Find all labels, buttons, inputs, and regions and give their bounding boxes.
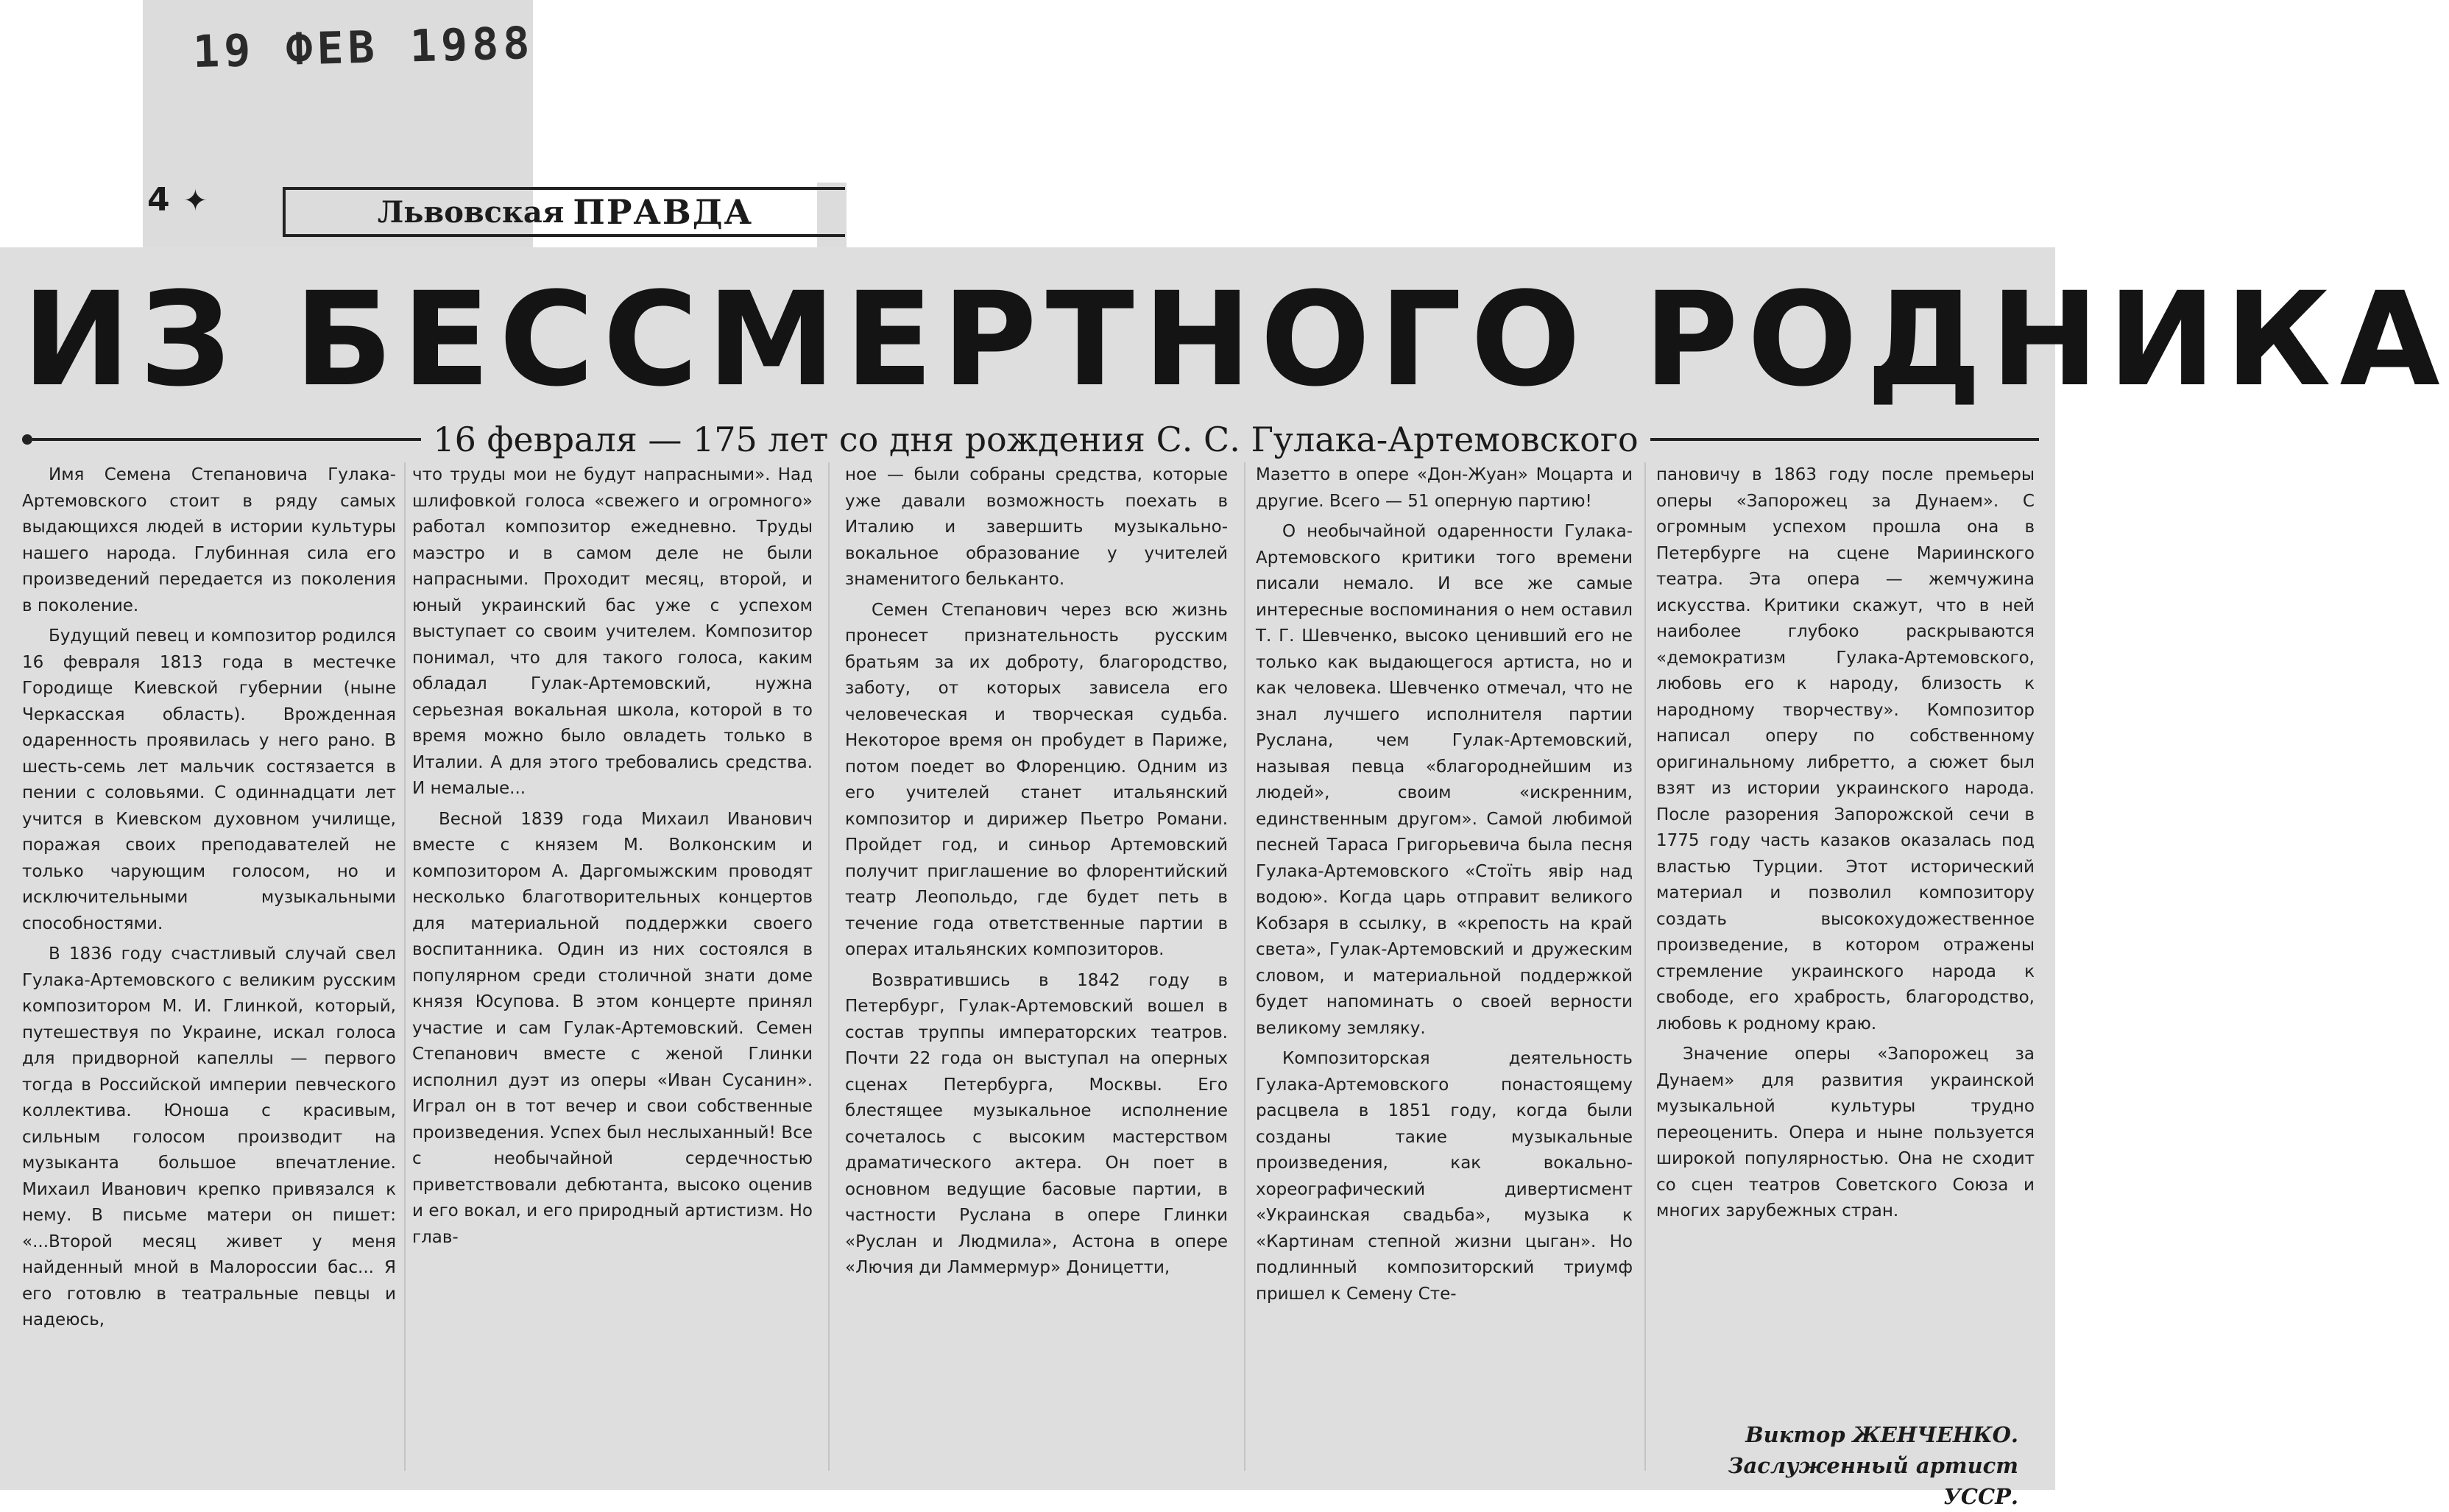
rule-right xyxy=(1650,438,2039,441)
column-divider xyxy=(404,462,406,1471)
masthead-second-word: ПРАВДА xyxy=(573,192,754,232)
paragraph: Будущий певец и композитор родился 16 февраля 1813 года в местечке Городище Киевской губернии (ныне Черкасская область). Врожденная одаренность проявилась у него рано. В шесть-семь лет мальчик состязается в пении с соловьями. С одиннадцати лет учится в Киевском духовном училище, поражая своих преподавателей не только чарующим голосом, но и исключительными музыкальными способностями. xyxy=(22,626,396,933)
page-number xyxy=(147,181,208,219)
page-number-value: 4 xyxy=(147,181,170,219)
paragraph: Композиторская деятельность Гулака-Артемовского понастоящему расцвела в 1851 году, когда были созданы такие музыкальные произведения, как вокально-хореографический дивертисмент «Украинская свадьба», музыка к «Картинам степной жизни цыган». Но подлинный композиторский триумф пришел к Семену Сте- xyxy=(1256,1049,1633,1304)
author-name: Виктор ЖЕНЧЕНКО. xyxy=(1745,1422,2018,1447)
newspaper-masthead xyxy=(283,187,845,237)
column-divider xyxy=(1644,462,1646,1471)
paragraph: О необычайной одаренности Гулака-Артемовского критики того времени писали немало. И все же самые интересные воспоминания о нем оставил Т. Г. Шевченко, высоко ценивший его не только как выдающегося артиста, но и как человека. Шевченко отмечал, что не знал лучшего исполнителя партии Руслана, чем Гулак-Артемовский, называя певца «благороднейшим из людей», своим «искренним, единственным другом». Самой любимой песней Тараса Григорьевича была песня Гулака-Артемовского «Стоїть явір над водою». Когда царь отправит великого Кобзаря в ссылку, в «крепость на край света», Гулак-Артемовский и дружеским словом, и материальной поддержкой будет напоминать о своей верности великому земляку. xyxy=(1256,522,1633,1038)
masthead-first-word: Львовская xyxy=(377,194,565,230)
column-divider xyxy=(828,462,830,1471)
paragraph: пановичу в 1863 году после премьеры оперы «Запорожец за Дунаем». С огромным успехом прошла она в Петербурге на сцене Мариинского театра. Эта опера — жемчужина искусства. Критики скажут, что в ней наиболее глубоко раскрываются «демократизм Гулака-Артемовского, любовь его к народу, близость к народному творчеству». Композитор написал оперу по собственному оригинальному либретто, а сюжет был взят из истории украинского народа. После разорения Запорожской сечи в 1775 году часть казаков оказалась под властью Турции. Этот исторический материал и позволил композитору создать высокохудожественное произведение, в котором отражены стремление украинского народа к свободе, его храбрость, благородство, любовь к родному краю. xyxy=(1656,465,2035,1034)
paragraph: Имя Семена Степановича Гулака-Артемовского стоит в ряду самых выдающихся людей в истории культуры нашего народа. Глубинная сила его произведений передается из поколения в поколение. xyxy=(22,465,396,615)
author-title: Заслуженный артист УССР. xyxy=(1728,1453,2018,1509)
rule-dot xyxy=(22,434,32,445)
paragraph: Семен Степанович через всю жизнь пронесет признательность русским братьям за их доброту, благородство, заботу, от которых зависела его человеческая и творческая судьба. Некоторое время он пробудет в Париже, потом поедет во Флоренцию. Одним из его учителей станет итальянский композитор и дирижер Пьетро Романи. Пройдет год, и синьор Артемовский получит приглашение во флорентийский театр Леопольдо, где будет петь в течение года ответственные партии в операх итальянских композиторов. xyxy=(845,600,1228,959)
star-icon: ✦ xyxy=(183,184,208,218)
paragraph: Мазетто в опере «Дон-Жуан» Моцарта и другие. Всего — 51 оперную партию! xyxy=(1256,465,1633,511)
text-column-5 xyxy=(1656,462,2035,1412)
article-subtitle: 16 февраля — 175 лет со дня рождения С. С. Гулака-Артемовского xyxy=(433,420,1639,459)
author-signature xyxy=(1672,1419,2018,1512)
column-divider xyxy=(1244,462,1245,1471)
text-column-2 xyxy=(412,462,813,1471)
text-column-1 xyxy=(22,462,396,1471)
paragraph: что труды мои не будут напрасными». Над шлифовкой голоса «свежего и огромного» работал композитор ежедневно. Труды маэстро и в самом деле не были напрасными. Проходит месяц, второй, и юный украинский бас уже с успехом выступает со своим учителем. Композитор понимал, что для такого голоса, каким обладал Гулак-Артемовский, нужна серьезная вокальная школа, которой в то время можно было овладеть только в Италии. А для этого требовались средства. И немалые... xyxy=(412,465,813,798)
subtitle-line xyxy=(22,414,2039,465)
paragraph: Значение оперы «Запорожец за Дунаем» для развития украинской музыкальной культуры трудно переоценить. Опера и ныне пользуется широкой популярностью. Она не сходит со сцен театров Советского Союза и многих зарубежных стран. xyxy=(1656,1045,2035,1220)
article-headline: ИЗ БЕССМЕРТНОГО РОДНИКА xyxy=(22,264,2449,415)
text-column-3 xyxy=(845,462,1228,1471)
paragraph: ное — были собраны средства, которые уже давали возможность поехать в Италию и завершить музыкально-вокальное образование у учителей знаменитого бельканто. xyxy=(845,465,1228,589)
text-column-4 xyxy=(1256,462,1633,1471)
paragraph: В 1836 году счастливый случай свел Гулака-Артемовского с великим русским композитором М. И. Глинкой, который, путешествуя по Украине, искал голоса для придворной капеллы — первого тогда в Российской империи певческого коллектива. Юноша с красивым, сильным голосом производит на музыканта большое впечатление. Михаил Иванович крепко привязался к нему. В письме матери он пишет: «...Второй месяц живет у меня найденный мной в Малороссии бас... Я его готовлю в театральные певцы и надеюсь, xyxy=(22,944,396,1329)
date-stamp: 19 ФЕВ 1988 xyxy=(192,17,535,79)
paragraph: Возвратившись в 1842 году в Петербург, Гулак-Артемовский вошел в состав труппы императорских театров. Почти 22 года он выступал на оперных сценах Петербурга, Москвы. Его блестящее музыкальное исполнение сочеталось с высоким мастерством драматического актера. Он поет в основном ведущие басовые партии, в частности Руслана в опере Глинки «Руслан и Людмила», Астона в опере «Лючия ди Ламмермур» Доницетти, xyxy=(845,970,1228,1277)
rule-left xyxy=(32,438,421,441)
paragraph: Весной 1839 года Михаил Иванович вместе с князем М. Волконским и композитором А. Даргомыжским проводят несколько благотворительных концертов для материальной поддержки своего воспитанника. Один из них состоялся в популярном среди столичной знати доме князя Юсупова. В этом концерте принял участие и сам Гулак-Артемовский. Семен Степанович вместе с женой Глинки исполнил дуэт из оперы «Иван Сусанин». Играл он в тот вечер и свои собственные произведения. Успех был неслыханный! Все с необычайной сердечностью приветствовали дебютанта, высоко оценив и его вокал, и его природный артистизм. Но глав- xyxy=(412,809,813,1247)
